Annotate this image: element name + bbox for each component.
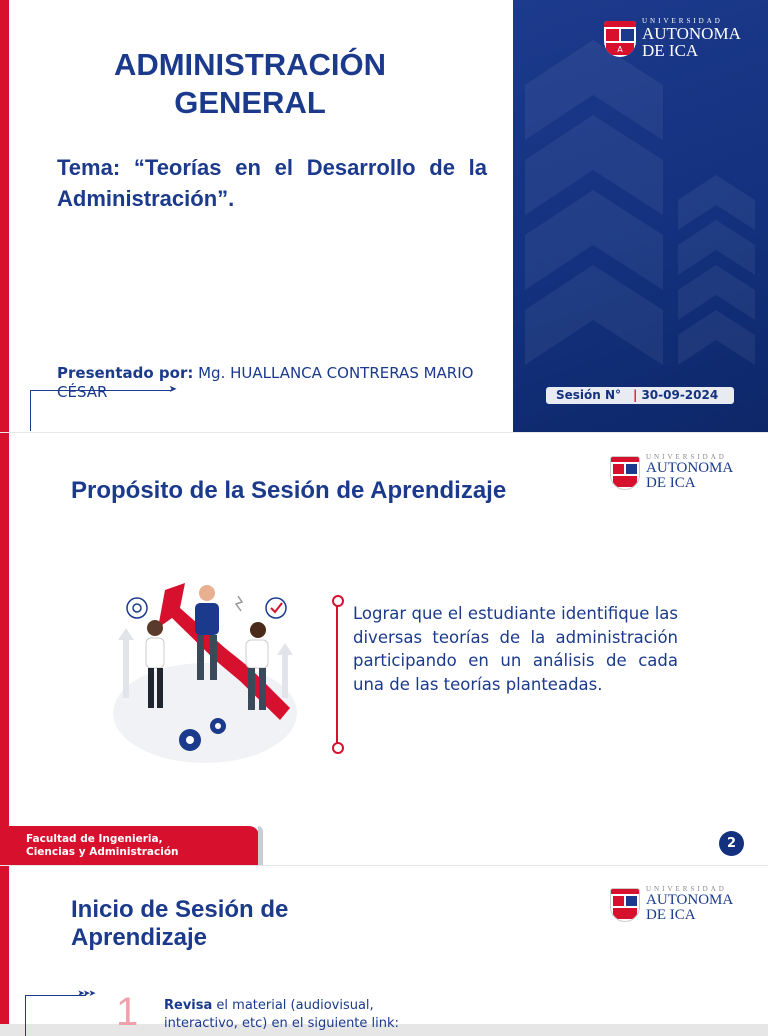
session-badge (546, 387, 734, 404)
session-label: Sesión N° (556, 388, 622, 402)
step-number: 1 (116, 990, 139, 1034)
timeline-dot (332, 742, 344, 754)
page-number: 2 (719, 831, 744, 856)
step-text (164, 997, 404, 1033)
faculty-footer (9, 826, 259, 865)
university-logo (610, 886, 733, 923)
separator-icon: | (633, 388, 638, 402)
shield-icon (610, 888, 640, 922)
topic-title: Tema: “Teorías en el Desarrollo de la Administración”. (57, 155, 487, 211)
logo-line3: DE ICA (642, 41, 699, 60)
logo-line2: AUTONOMA (646, 460, 734, 476)
left-accent-bar (0, 866, 9, 1024)
blue-decorative-panel (513, 0, 768, 432)
shield-icon (604, 21, 636, 57)
shield-icon (610, 456, 640, 490)
logo-line1: UNIVERSIDAD (642, 17, 723, 25)
slide-title: Inicio de Sesión de Aprendizaje (71, 896, 289, 951)
left-accent-bar (0, 0, 9, 432)
decorative-bracket (25, 989, 94, 1036)
logo-line1: UNIVERSIDAD (646, 453, 727, 461)
faculty-line2: Ciencias y Administración (26, 846, 179, 858)
university-logo (604, 18, 741, 59)
presenter-label: Presentado por: (57, 364, 194, 382)
lightning-icon (236, 596, 242, 611)
step-description: el material (audiovisual, interactivo, etc) en el siguiente link: (164, 998, 399, 1031)
presenter-name: Mg. HUALLANCA CONTRERAS MARIO CÉSAR (57, 364, 474, 401)
slide-title: Propósito de la Sesión de Aprendizaje (71, 477, 507, 504)
svg-text:A: A (617, 44, 623, 54)
logo-line2: AUTONOMA (642, 24, 741, 43)
step-verb: Revisa (164, 998, 213, 1013)
logo-line1: UNIVERSIDAD (646, 885, 727, 893)
checkmark-icon (266, 598, 286, 618)
purpose-text: Lograr que el estudiante identifique las diversas teorías de la administración participando en un análisis de cada una de las teorías planteadas. (353, 604, 678, 694)
faculty-line1: Facultad de Ingenieria, (26, 833, 163, 845)
title-slide (0, 0, 768, 432)
course-title: ADMINISTRACIÓN GENERAL (113, 47, 387, 120)
logo-line2: AUTONOMA (646, 892, 734, 908)
arrow-right-icon: ➤ (168, 384, 177, 395)
left-accent-bar (0, 433, 9, 865)
session-date: 30-09-2024 (641, 388, 719, 402)
arrow-right-icon: ➤➤➤ (77, 989, 94, 999)
logo-line3: DE ICA (646, 475, 696, 491)
chevron-pattern (513, 0, 768, 432)
university-logo (610, 454, 733, 491)
teamwork-illustration (110, 578, 305, 768)
timeline-line (336, 599, 338, 747)
decorative-bracket (30, 384, 177, 431)
logo-line3: DE ICA (646, 907, 696, 923)
settings-icon (127, 598, 147, 618)
timeline-dot (332, 595, 344, 607)
